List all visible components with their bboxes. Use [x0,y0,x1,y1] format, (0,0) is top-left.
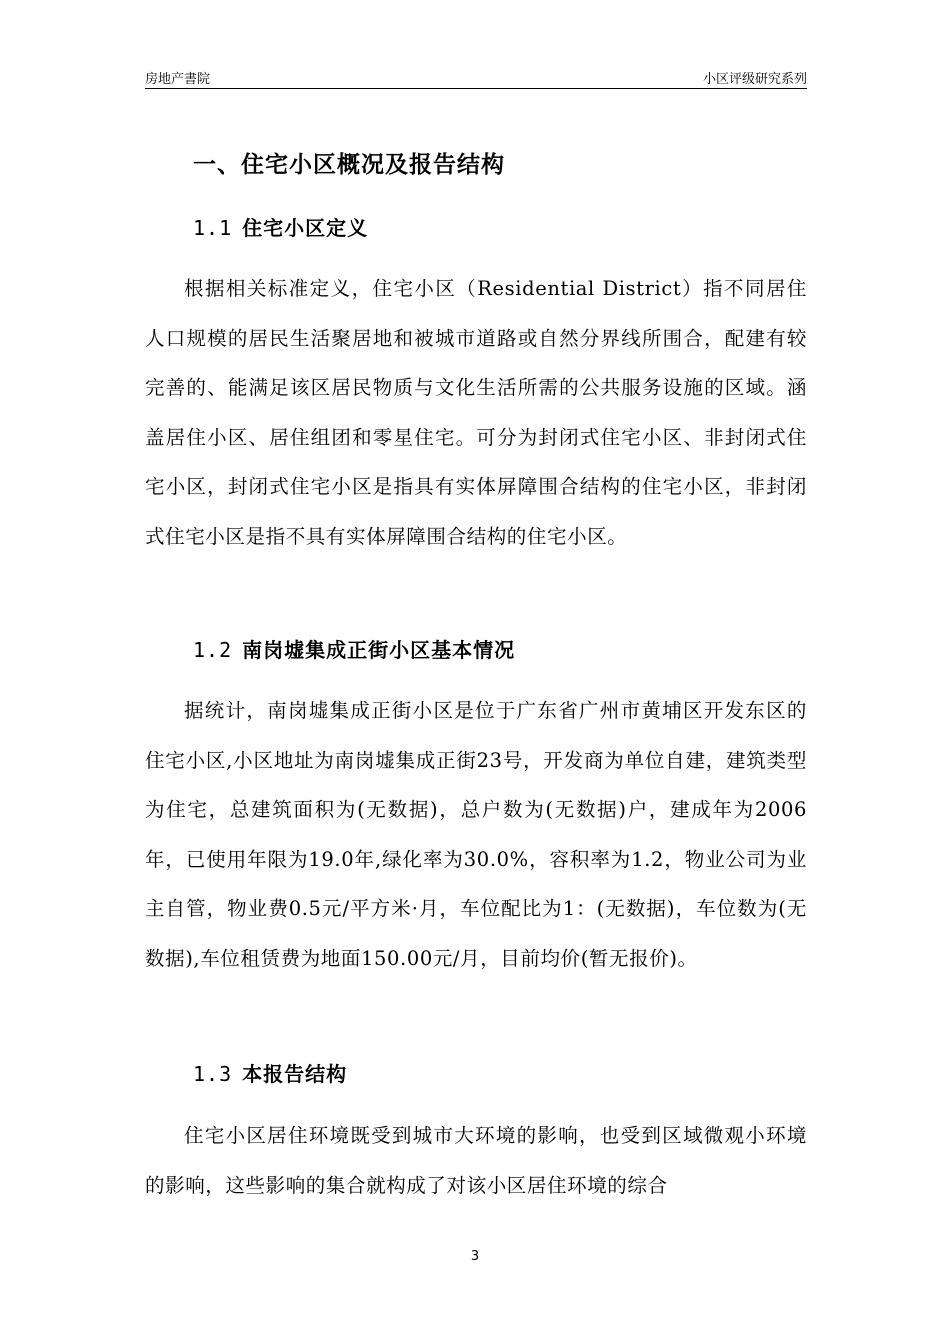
subsection-heading-1-3 [193,1058,347,1087]
header-right-text: 小区评级研究系列 [702,72,807,87]
subsection-heading-1-2 [193,634,515,663]
page-header [145,66,807,89]
subsection-title: 南岗墟集成正街小区基本情况 [242,638,516,662]
subsection-number: 1.1 [193,216,233,240]
subsection-heading-1-1 [193,212,368,241]
page-number: 3 [470,1249,480,1264]
subsection-number: 1.2 [193,638,233,662]
header-left-text: 房地产書院 [145,72,211,87]
paragraph-report-structure: 住宅小区居住环境既受到城市大环境的影响，也受到区域微观小环境的影响，这些影响的集合就构成了对该小区居住环境的综合 [145,1124,807,1197]
paragraph-definition: 根据相关标准定义，住宅小区（Residential District）指不同居住人口规模的居民生活聚居地和被城市道路或自然分界线所围合，配建有较完善的、能满足该区居民物质与文化生活所需的公共服务设施的区域。涵盖居住小区、居住组团和零星住宅。可分为封闭式住宅小区、非封闭式住宅小区，封闭式住宅小区是指具有实体屏障围合结构的住宅小区，非封闭式住宅小区是指不具有实体屏障围合结构的住宅小区。 [145,277,807,548]
section-title: 一、住宅小区概况及报告结构 [193,152,505,178]
subsection-number: 1.3 [193,1062,233,1086]
subsection-title: 住宅小区定义 [242,216,369,240]
paragraph-basic-info: 据统计，南岗墟集成正街小区是位于广东省广州市黄埔区开发东区的住宅小区,小区地址为南岗墟集成正街23号，开发商为单位自建，建筑类型为住宅，总建筑面积为(无数据)，总户数为(无数据)户，建成年为2006年，已使用年限为19.0年,绿化率为30.0%，容积率为1.2，物业公司为业主自管，物业费0.5元/平方米·月，车位配比为1：(无数据)，车位数为(无数据),车位租赁费为地面150.00元/月，目前均价(暂无报价)。 [145,699,807,970]
subsection-title: 本报告结构 [242,1062,348,1086]
